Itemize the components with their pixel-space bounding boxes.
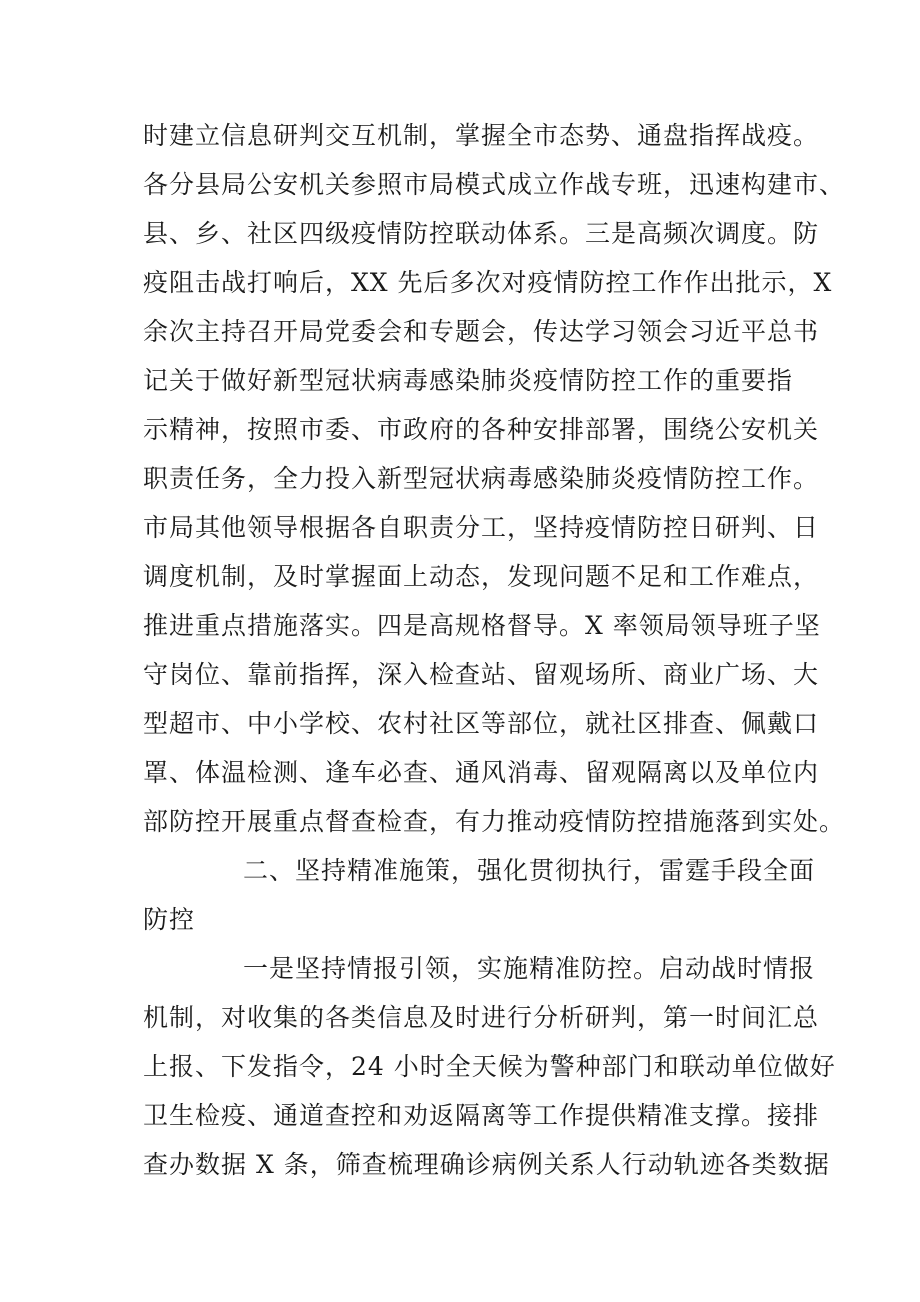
text-line: 卫生检疫、通道查控和劝返隔离等工作提供精准支撑。接排	[143, 1101, 820, 1130]
text-line: 上报、下发指令，24 小时全天候为警种部门和联动单位做好	[143, 1052, 836, 1081]
text-line: 疫阻击战打响后，XX 先后多次对疫情防控工作作出批示，X	[143, 268, 833, 297]
text-line: 部防控开展重点督查检查，有力推动疫情防控措施落到实处。	[143, 807, 846, 836]
text-line: 机制，对收集的各类信息及时进行分析研判，第一时间汇总	[143, 1003, 820, 1032]
text-line: 职责任务，全力投入新型冠状病毒感染肺炎疫情防控工作。	[143, 464, 820, 493]
text-line: 时建立信息研判交互机制，掌握全市态势、通盘指挥战疫。	[143, 121, 820, 150]
text-line: 查办数据 X 条，筛查梳理确诊病例关系人行动轨迹各类数据	[143, 1150, 830, 1179]
text-line: 调度机制，及时掌握面上动态，发现问题不足和工作难点，	[143, 562, 820, 591]
text-line: 余次主持召开局党委会和专题会，传达学习领会习近平总书	[143, 317, 820, 346]
text-line: 型超市、中小学校、农村社区等部位，就社区排查、佩戴口	[143, 709, 820, 738]
section-heading: 二、坚持精准施策，强化贯彻执行，雷霆手段全面	[243, 856, 816, 885]
text-line: 罩、体温检测、逢车必查、通风消毒、留观隔离以及单位内	[143, 758, 820, 787]
text-line: 市局其他领导根据各自职责分工，坚持疫情防控日研判、日	[143, 513, 820, 542]
text-line: 示精神，按照市委、市政府的各种安排部署，围绕公安机关	[143, 415, 820, 444]
section-heading-continued: 防控	[143, 905, 196, 934]
text-line: 守岗位、靠前指挥，深入检查站、留观场所、商业广场、大	[143, 660, 820, 689]
text-line: 推进重点措施落实。四是高规格督导。X 率领局领导班子坚	[143, 611, 821, 640]
text-line: 记关于做好新型冠状病毒感染肺炎疫情防控工作的重要指	[143, 366, 794, 395]
text-line: 各分县局公安机关参照市局模式成立作战专班，迅速构建市、	[143, 170, 846, 199]
paragraph-first-line: 一是坚持情报引领，实施精准防控。启动战时情报	[243, 954, 816, 983]
text-line: 县、乡、社区四级疫情防控联动体系。三是高频次调度。防	[143, 219, 820, 248]
